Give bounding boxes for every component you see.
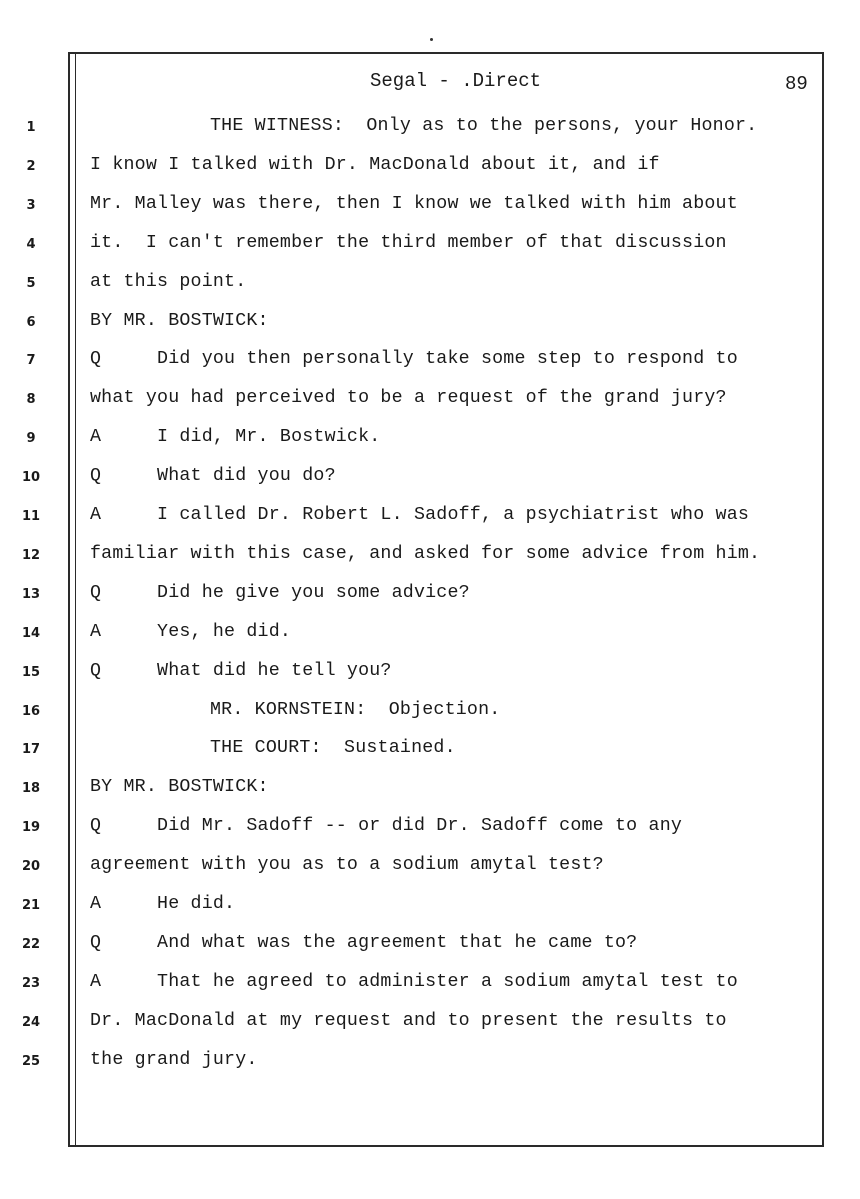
line-text: Q Did Mr. Sadoff -- or did Dr. Sadoff come to any	[90, 816, 683, 837]
line-text: Dr. MacDonald at my request and to present the results to	[90, 1010, 727, 1031]
transcript-line	[0, 855, 860, 885]
line-text: agreement with you as to a sodium amytal test?	[90, 855, 604, 876]
line-text: the grand jury.	[90, 1049, 258, 1070]
transcript-line	[0, 1050, 860, 1080]
scan-speck	[430, 38, 433, 41]
transcript-line	[0, 661, 860, 691]
line-text: Q Did he give you some advice?	[90, 582, 470, 603]
line-text: A That he agreed to administer a sodium amytal test to	[90, 971, 738, 992]
line-text: A I called Dr. Robert L. Sadoff, a psychiatrist who was	[90, 505, 750, 525]
line-text: A Yes, he did.	[90, 621, 292, 642]
transcript-line	[0, 972, 860, 1002]
transcript-line	[0, 816, 860, 846]
line-number: 9	[26, 431, 36, 447]
line-number: 4	[26, 236, 36, 252]
line-number: 8	[26, 392, 36, 408]
transcript-line	[0, 544, 860, 574]
line-text: MR. KORNSTEIN: Objection.	[210, 699, 501, 720]
line-number: 23	[21, 975, 41, 991]
line-number: 17	[21, 742, 41, 758]
line-number: 11	[21, 509, 41, 524]
line-text: I know I talked with Dr. MacDonald about it, and if	[90, 154, 660, 175]
line-number: 13	[21, 586, 41, 602]
line-text: THE WITNESS: Only as to the persons, your Honor.	[210, 116, 758, 136]
line-number: 25	[21, 1053, 41, 1069]
line-number: 6	[26, 314, 36, 330]
header-title: Segal - .Direct	[370, 70, 542, 92]
transcript-line	[0, 777, 860, 807]
transcript-line	[0, 700, 860, 730]
line-number: 15	[21, 664, 41, 680]
page-number: 89	[785, 73, 808, 95]
transcript-line	[0, 116, 860, 146]
transcript-line	[0, 583, 860, 613]
transcript-line	[0, 466, 860, 496]
line-number: 19	[21, 820, 41, 836]
transcript-line	[0, 894, 860, 924]
line-number: 1	[26, 120, 36, 135]
line-text: BY MR. BOSTWICK:	[90, 777, 269, 798]
line-number: 5	[26, 275, 36, 291]
line-number: 14	[21, 625, 41, 641]
line-number: 3	[26, 197, 36, 213]
transcript-line	[0, 505, 860, 535]
transcript-line	[0, 933, 860, 963]
transcript-line	[0, 1011, 860, 1041]
line-text: at this point.	[90, 271, 247, 292]
transcript-line	[0, 738, 860, 768]
line-text: Mr. Malley was there, then I know we talked with him about	[90, 193, 738, 214]
line-text: Q And what was the agreement that he came to?	[90, 932, 638, 953]
line-number: 21	[21, 898, 41, 913]
line-text: it. I can't remember the third member of that discussion	[90, 232, 727, 253]
line-text: BY MR. BOSTWICK:	[90, 310, 269, 331]
transcript-line	[0, 349, 860, 379]
line-text: A He did.	[90, 894, 236, 914]
line-number: 24	[21, 1014, 41, 1030]
transcript-line	[0, 155, 860, 185]
line-text: what you had perceived to be a request of the grand jury?	[90, 388, 727, 409]
line-number: 10	[21, 470, 41, 486]
line-text: familiar with this case, and asked for some advice from him.	[90, 543, 761, 564]
line-text: Q What did you do?	[90, 466, 336, 487]
line-text: Q Did you then personally take some step to respond to	[90, 349, 738, 370]
transcript-line	[0, 388, 860, 418]
transcript-line	[0, 622, 860, 652]
page-header	[0, 70, 860, 94]
line-text: Q What did he tell you?	[90, 660, 392, 681]
line-number: 12	[21, 547, 41, 563]
line-number: 2	[26, 158, 36, 174]
transcript-line	[0, 233, 860, 263]
transcript-line	[0, 427, 860, 457]
transcript-line	[0, 272, 860, 302]
transcript-line	[0, 194, 860, 224]
line-text: THE COURT: Sustained.	[210, 738, 456, 759]
line-number: 7	[26, 353, 36, 369]
line-number: 20	[21, 859, 41, 875]
transcript-line	[0, 311, 860, 341]
line-text: A I did, Mr. Bostwick.	[90, 427, 381, 448]
line-number: 18	[21, 781, 41, 797]
line-number: 22	[21, 936, 41, 952]
line-number: 16	[21, 703, 41, 719]
